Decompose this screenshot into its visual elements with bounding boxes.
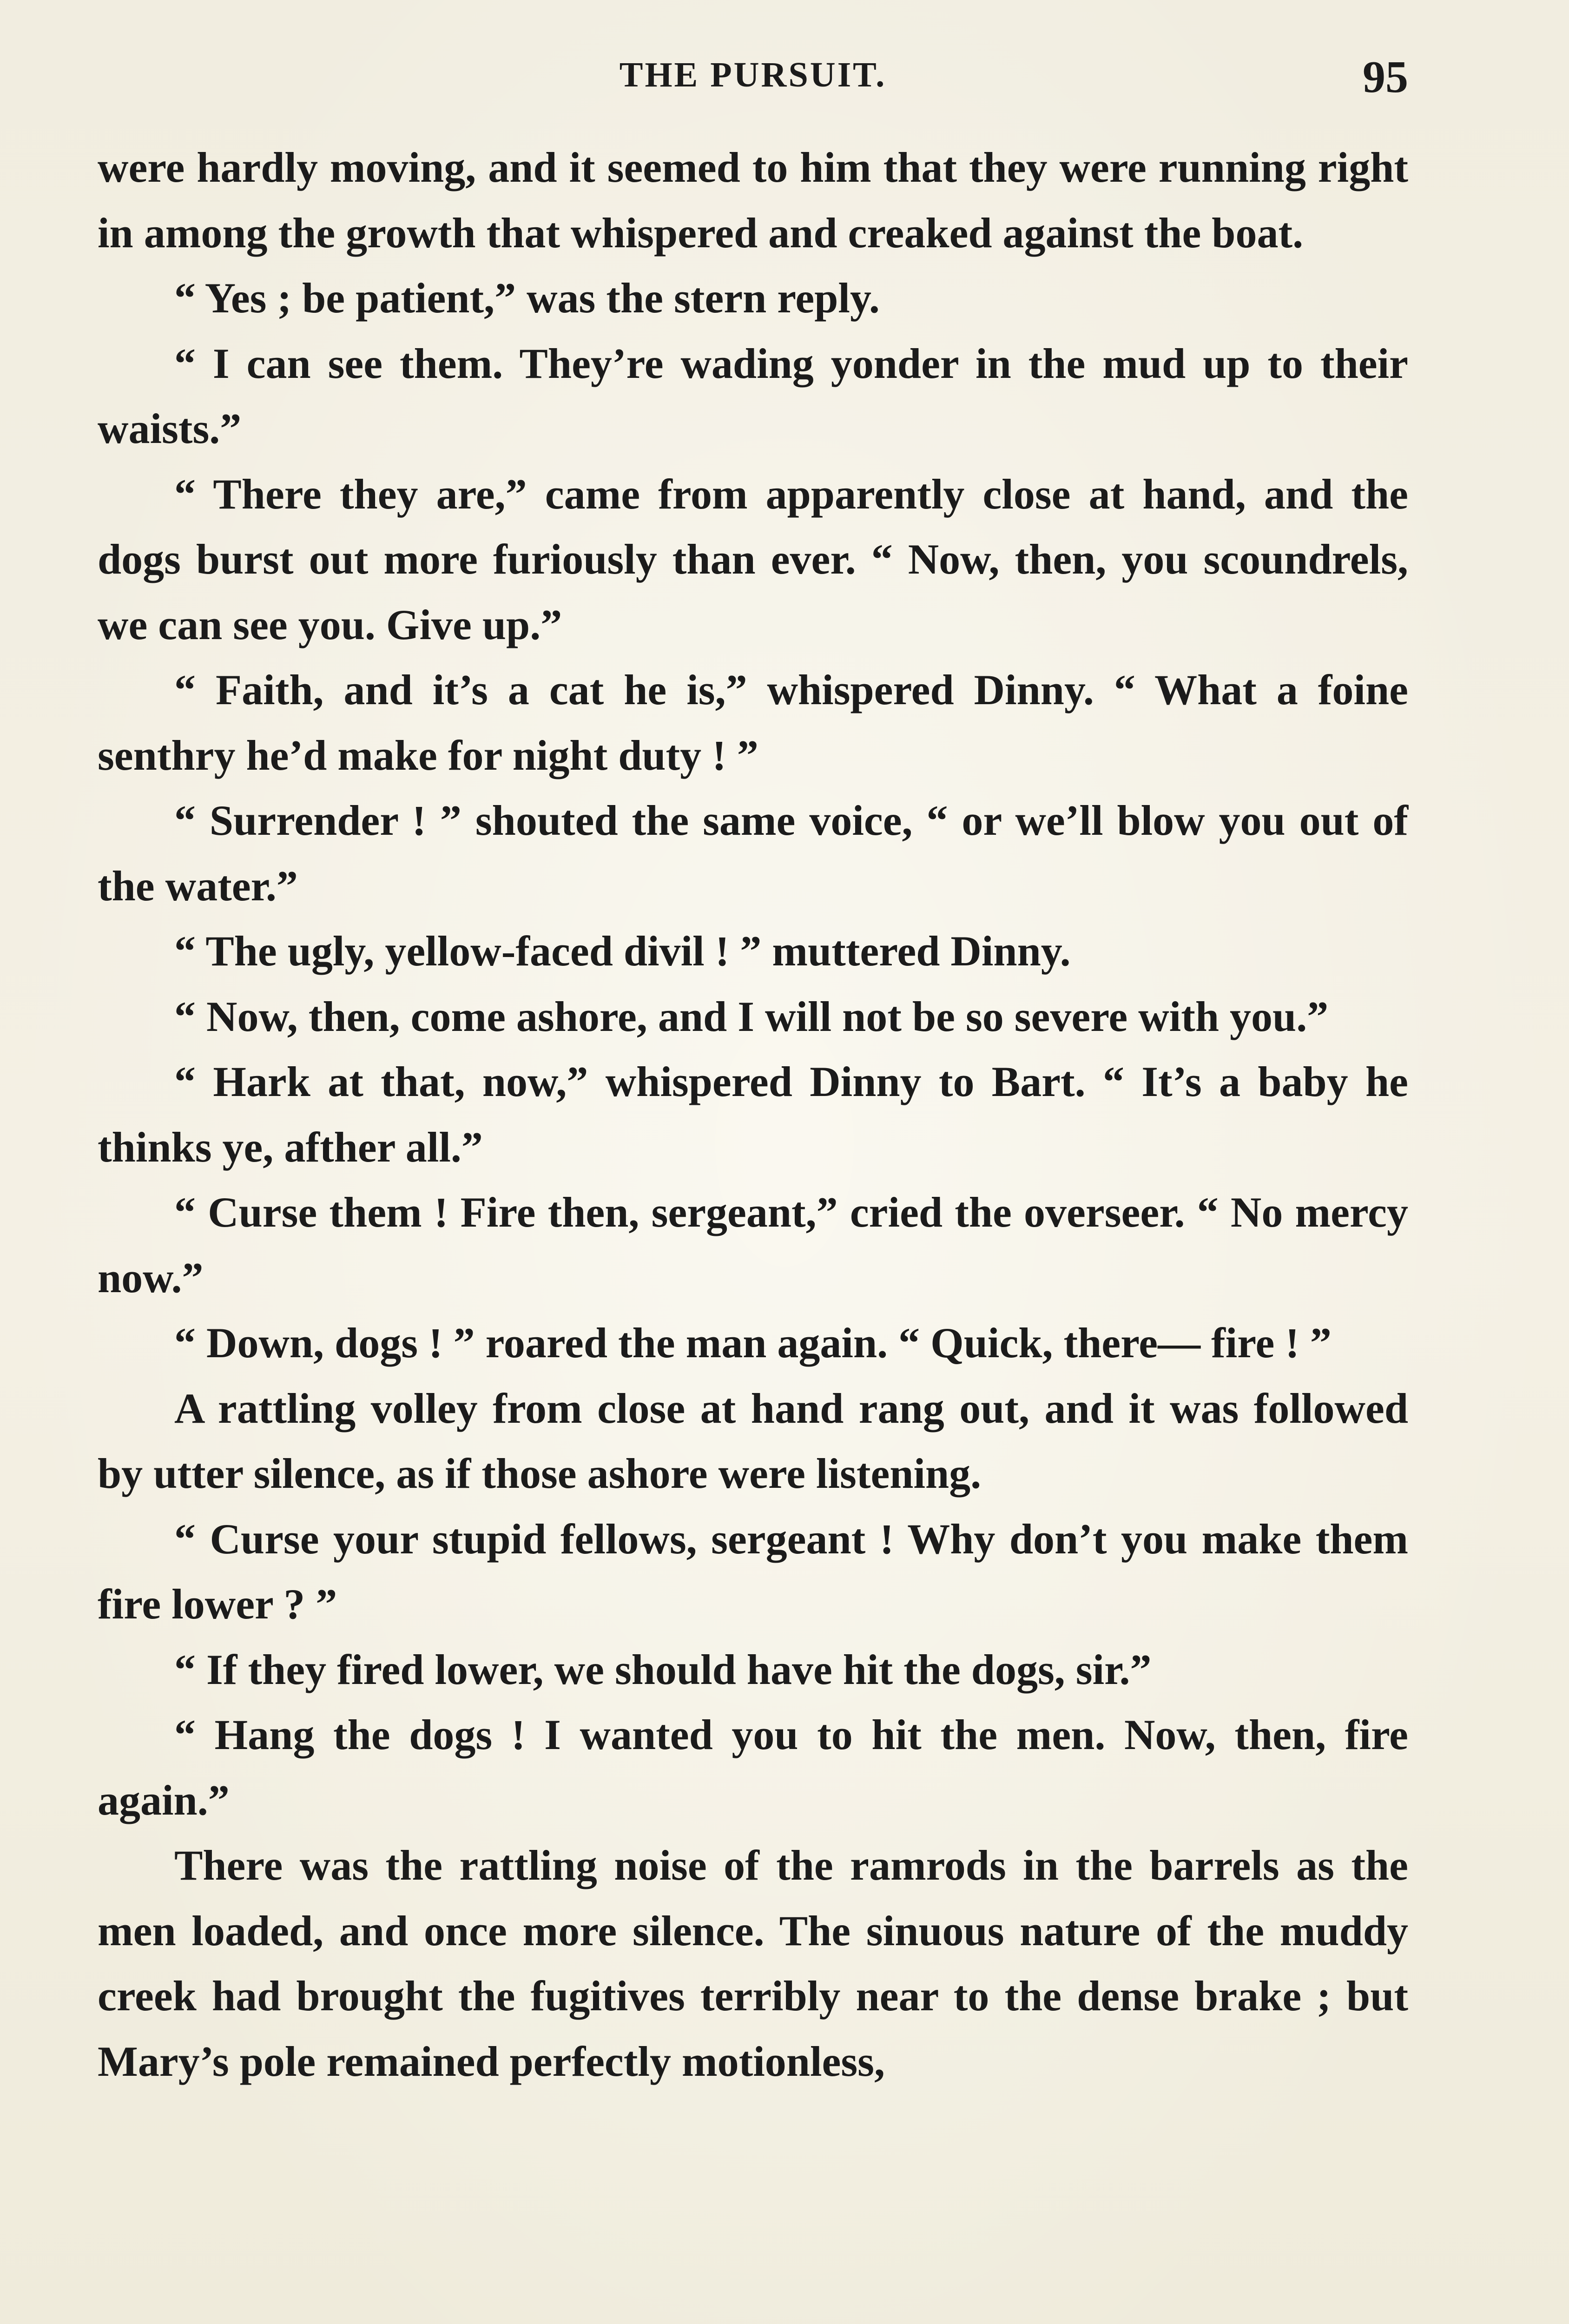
paragraph: “ Surrender ! ” shouted the same voice, “ or we’ll blow you out of the water.”: [98, 797, 1408, 910]
paragraph: “ Hark at that, now,” whispered Dinny to Bart. “ It’s a baby he thinks ye, afther all.”: [98, 1058, 1408, 1171]
page-number: 95: [1363, 52, 1408, 102]
paragraph: were hardly moving, and it seemed to him that they were running right in among the growth that whispered and creaked against the boat.: [98, 144, 1408, 257]
paragraph: “ Curse them ! Fire then, sergeant,” cried the overseer. “ No mercy now.”: [98, 1188, 1408, 1301]
page-header: [98, 51, 1408, 107]
paragraph: “ Faith, and it’s a cat he is,” whispered Dinny. “ What a foine senthry he’d make for night duty ! ”: [98, 666, 1408, 779]
paragraph: “ If they fired lower, we should have hit the dogs, sir.”: [174, 1645, 1152, 1693]
body-text: [98, 135, 1408, 2094]
paragraph: “ Hang the dogs ! I wanted you to hit the men. Now, then, fire again.”: [98, 1711, 1408, 1824]
paragraph: “ Curse your stupid fellows, sergeant ! Why don’t you make them fire lower ? ”: [98, 1515, 1408, 1628]
paragraph: A rattling volley from close at hand rang out, and it was followed by utter silence, as if those ashore were listening.: [98, 1384, 1408, 1497]
paragraph: There was the rattling noise of the ramrods in the barrels as the men loaded, and once more silence. The sinuous nature of the muddy creek had brought the fugitives terribly near to the dense brake ; but Mary’s pole remained perfectly motionless,: [98, 1842, 1408, 2085]
paragraph: “ Down, dogs ! ” roared the man again. “ Quick, there— fire ! ”: [174, 1319, 1332, 1367]
paragraph: “ Yes ; be patient,” was the stern reply.: [174, 274, 880, 322]
paragraph: “ Now, then, come ashore, and I will not be so severe with you.”: [174, 992, 1329, 1040]
paragraph: “ The ugly, yellow-faced divil ! ” muttered Dinny.: [174, 927, 1071, 975]
running-head: THE PURSUIT.: [619, 55, 887, 94]
paragraph: “ There they are,” came from apparently close at hand, and the dogs burst out more furiously than ever. “ Now, then, you scoundrels, we can see you. Give up.”: [98, 470, 1408, 648]
paragraph: “ I can see them. They’re wading yonder in the mud up to their waists.”: [98, 339, 1408, 452]
